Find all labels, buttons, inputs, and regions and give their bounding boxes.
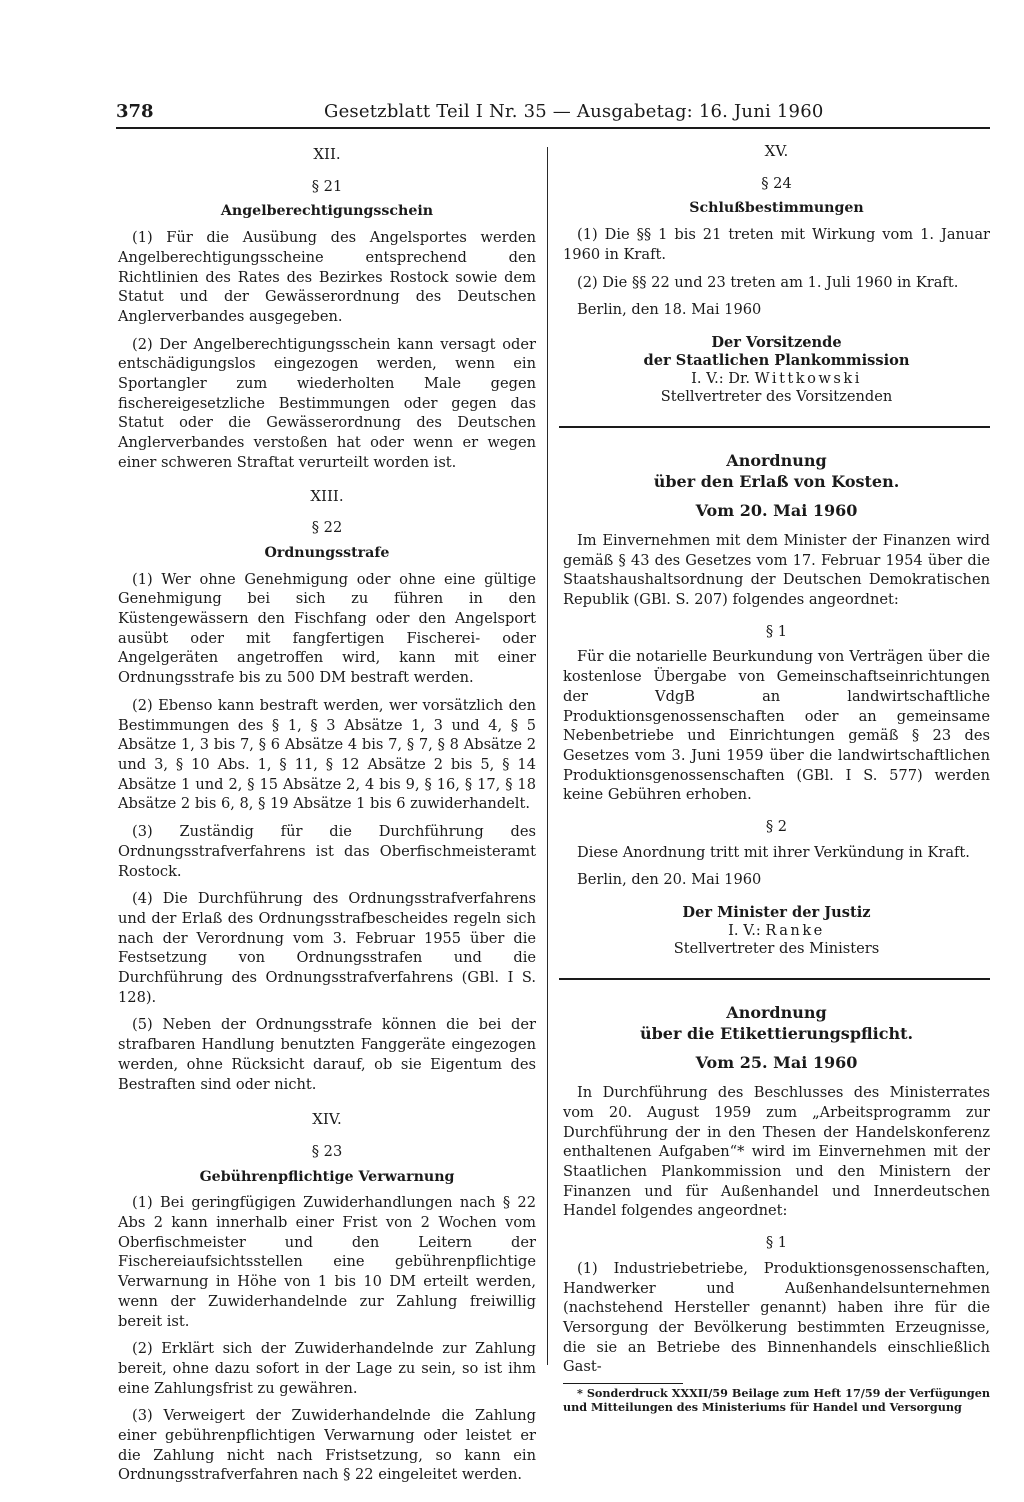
footnote-rule: [563, 1383, 683, 1384]
section-rule-2: [559, 978, 990, 980]
right-column: [563, 142, 990, 1414]
section-rule-1: [559, 426, 990, 428]
signatory-title: Der Vorsitzende: [711, 333, 842, 351]
ordinance-2-date: Vom 25. Mai 1960: [695, 1053, 858, 1073]
s23-paragraph-3: (3) Verweigert der Zuwiderhandelnde die Zahlung einer gebührenpflichtigen Verwarnung oder leistet er die Zahlung nicht nach Fristsetzung, so kann ein Ordnungsstrafverfahren nach § 22 eingeleitet werden.: [118, 1407, 536, 1484]
chapter-xiv: XIV.: [312, 1110, 342, 1129]
footnote: * Sonderdruck XXXII/59 Beilage zum Heft 17/59 der Verfügungen und Mitteilungen des Ministeriums für Handel und Versorgung: [563, 1386, 990, 1414]
signatory-name: Wittkowski: [754, 369, 862, 387]
ordinance-1-section-1-text: Für die notarielle Beurkundung von Verträgen über die kostenlose Übergabe von Gemeinschaftseinrichtungen der VdgB an landwirtschaftliche Produktionsgenossenschaften oder an gemeinsame Nebenbetriebe und Einrichtungen gemäß § 23 des Gesetzes vom 3. Juni 1959 über die landwirtschaftlichen Produktionsgenossenschaften (GBl. I S. 577) werden keine Gebühren erhoben.: [563, 648, 990, 804]
s24-paragraph-1: (1) Die §§ 1 bis 21 treten mit Wirkung vom 1. Januar 1960 in Kraft.: [563, 226, 990, 263]
signature-block-1: [563, 334, 990, 406]
ordinance-1-intro: Im Einvernehmen mit dem Minister der Finanzen wird gemäß § 43 des Gesetzes vom 17. Februar 1954 über die Staatshaushaltsordnung der Deutschen Demokratischen Republik (GBl. S. 207) folgendes angeordnet:: [563, 531, 990, 609]
running-title: Gesetzblatt Teil I Nr. 35 — Ausgabetag: 16. Juni 1960: [324, 101, 824, 122]
place-date-1: Berlin, den 18. Mai 1960: [577, 301, 762, 319]
column-divider: [547, 147, 548, 1365]
heading-ordnungsstrafe: Ordnungsstrafe: [264, 544, 390, 561]
signatory-office: der Staatlichen Plankommission: [643, 351, 910, 369]
s22-paragraph-1: (1) Wer ohne Genehmigung oder ohne eine gültige Genehmigung bei sich zu führen in den Küstengewässern den Fischfang oder den Angelsport ausübt oder mit fangfertigen Fischerei- oder Angelgeräten angetroffen wird, kann mit einer Ordnungsstrafe bis zu 500 DM bestraft werden.: [118, 570, 536, 687]
ordinance-1-date: Vom 20. Mai 1960: [695, 500, 858, 520]
ordinance-1-subtitle: über den Erlaß von Kosten.: [653, 471, 900, 491]
header-rule: [116, 127, 990, 129]
page-number: 378: [116, 101, 154, 122]
heading-angelberechtigungsschein: Angelberechtigungsschein: [220, 203, 434, 220]
signatory-title: Der Minister der Justiz: [682, 904, 871, 922]
s22-paragraph-4: (4) Die Durchführung des Ordnungsstrafverfahrens und der Erlaß des Ordnungsstrafbescheides regeln sich nach der Verordnung vom 3. Februar 1955 über die Festsetzung von Ordnungsstrafen und die Durchführung des Ordnungsstrafverfahrens (GBl. I S. 128).: [118, 890, 536, 1006]
chapter-xiii: XIII.: [310, 486, 344, 505]
section-23: § 23: [311, 1142, 343, 1160]
place-date-2: Berlin, den 20. Mai 1960: [577, 871, 762, 889]
signatory-prefix: I. V.: Dr.: [691, 369, 751, 387]
ordinance-2-intro: In Durchführung des Beschlusses des Ministerrates vom 20. August 1959 zum „Arbeitsprogramm zur Durchführung der in den Thesen der Handelskonferenz enthaltenen Aufgaben“* wird im Einvernehmen mit der Staatlichen Plankommission und den Ministern der Finanzen und für Außenhandel und Innerdeutschen Handel folgendes angeordnet:: [563, 1084, 990, 1220]
ordinance-2-title: Anordnung: [726, 1003, 827, 1023]
ordinance-1-section-2: § 2: [765, 818, 788, 836]
section-21: § 21: [311, 177, 343, 195]
s23-paragraph-2: (2) Erklärt sich der Zuwiderhandelnde zur Zahlung bereit, ohne dazu sofort in der Lage zu sein, so ist ihm eine Zahlungsfrist zu gewähren.: [118, 1340, 536, 1397]
ordinance-2-section-1-paragraph-1: (1) Industriebetriebe, Produktionsgenossenschaften, Handwerker und Außenhandelsunternehmen (nachstehend Hersteller genannt) haben ihre für die Versorgung der Bevölkerung bestimmten Erzeugnisse, die sie an Betriebe des Binnenhandels einschließlich Gast-: [563, 1259, 990, 1376]
signatory-role: Stellvertreter des Ministers: [673, 940, 880, 958]
signatory-name-line: [563, 370, 990, 388]
s23-paragraph-1: (1) Bei geringfügigen Zuwiderhandlungen nach § 22 Abs 2 kann innerhalb einer Frist von 2 Wochen vom Oberfischmeister und den Leitern der Fischereiaufsichtsstellen eine gebührenpflichtige Verwarnung in Höhe von 1 bis 10 DM erteilt werden, wenn der Zuwiderhandelnde zur Zahlung freiwillig bereit ist.: [118, 1194, 536, 1330]
ordinance-2-subtitle: über die Etikettierungspflicht.: [639, 1024, 914, 1044]
section-22: § 22: [311, 519, 343, 537]
left-column: [118, 145, 536, 1493]
signatory-name: Ranke: [765, 922, 825, 940]
ordinance-2-section-1: § 1: [765, 1234, 788, 1252]
ordinance-1-section-1: § 1: [765, 622, 788, 640]
s22-paragraph-5: (5) Neben der Ordnungsstrafe können die bei der strafbaren Handlung benutzten Fanggeräte eingezogen werden, ohne Rücksicht darauf, ob sie Eigentum des Bestraften sind oder nicht.: [118, 1016, 536, 1093]
signatory-role: Stellvertreter des Vorsitzenden: [660, 387, 893, 405]
signatory-prefix: I. V.:: [728, 922, 761, 940]
ordinance-1-title: Anordnung: [726, 450, 827, 470]
s24-paragraph-2: (2) Die §§ 22 und 23 treten am 1. Juli 1960 in Kraft.: [577, 273, 959, 291]
s21-paragraph-2: (2) Der Angelberechtigungsschein kann versagt oder entschädigungslos eingezogen werden, wenn ein Sportangler zum wiederholten Male gegen fischereigesetzliche Bestimmungen oder gegen das Statut oder die Gewässerordnung des Deutschen Anglerverbandes verstoßen hat oder wenn er wegen einer schweren Straftat verurteilt worden ist.: [118, 335, 536, 471]
heading-gebuehrenpflichtige-verwarnung: Gebührenpflichtige Verwarnung: [199, 1168, 455, 1185]
s22-paragraph-2: (2) Ebenso kann bestraft werden, wer vorsätzlich den Bestimmungen des § 1, § 3 Absätze 1, 3 und 4, § 5 Absätze 1, 3 bis 7, § 6 Absätze 4 bis 7, § 7, § 8 Absätze 2 und 3, § 10 Abs. 1, § 11, § 12 Absätze 2 bis 5, § 14 Absätze 1 und 2, § 15 Absätze 2, 4 bis 9, § 16, § 17, § 18 Absätze 2 bis 6, 8, § 19 Absätze 1 bis 6 zuwiderhandelt.: [118, 696, 536, 813]
s21-paragraph-1: (1) Für die Ausübung des Angelsportes werden Angelberechtigungsscheine entsprechend den Richtlinien des Rates des Bezirkes Rostock sowie dem Statut und der Gewässerordnung des Deutschen Anglerverbandes ausgegeben.: [118, 229, 536, 325]
heading-schlussbestimmungen: Schlußbestimmungen: [689, 200, 864, 217]
chapter-xii: XII.: [313, 145, 341, 163]
signature-block-2: [563, 904, 990, 958]
section-24: § 24: [761, 174, 792, 192]
ordinance-1-section-2-text: Diese Anordnung tritt mit ihrer Verkündung in Kraft.: [577, 843, 970, 861]
s22-paragraph-3: (3) Zuständig für die Durchführung des Ordnungsstrafverfahrens ist das Oberfischmeisteramt Rostock.: [118, 823, 536, 880]
chapter-xv: XV.: [764, 142, 789, 160]
signatory-name-line: [563, 922, 990, 940]
page-header: [116, 100, 990, 124]
